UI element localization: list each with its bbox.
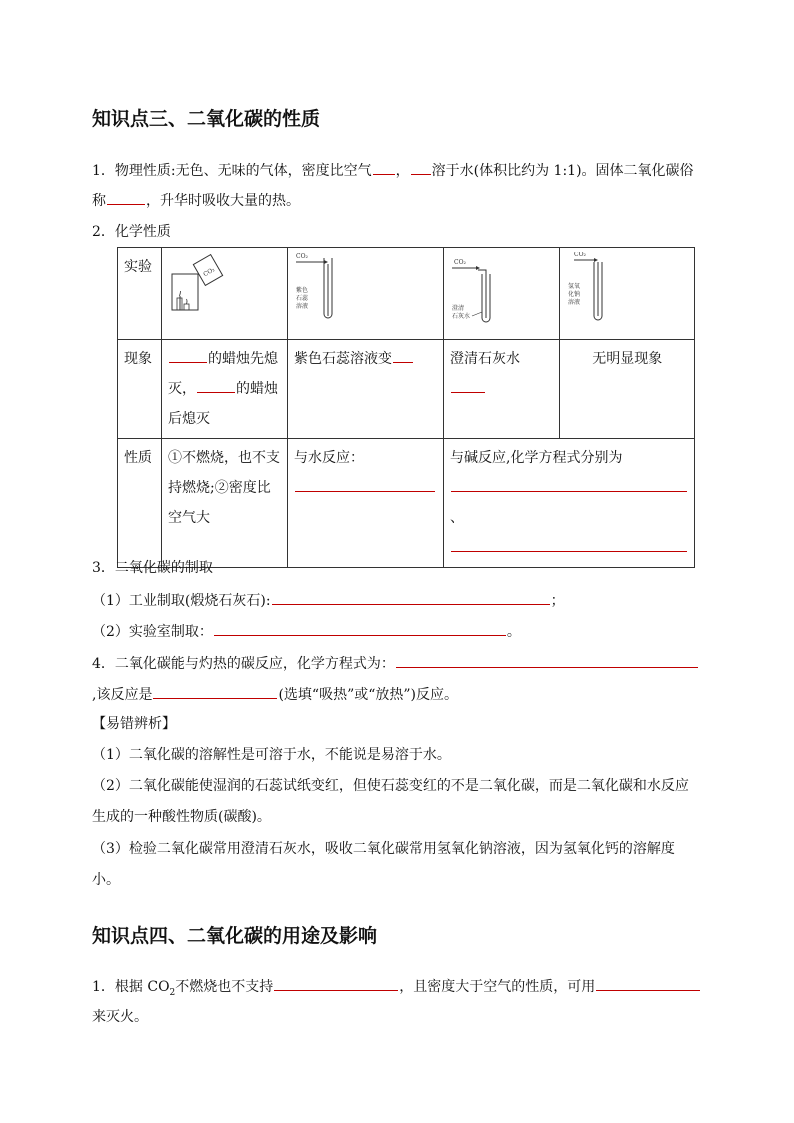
svg-text:CO₂: CO₂ [574,252,587,258]
row-label-experiment: 实验 [118,248,162,340]
property-candles: ①不燃烧，也不支持燃烧;②密度比空气大 [162,439,288,568]
phenomenon-candles: 的蜡烛先熄 灭， 的蜡烛 后熄灭 [162,340,288,439]
co2-label: CO₂ [296,253,308,260]
blank-carbon-equation[interactable] [396,653,698,668]
limewater-tube-apparatus [444,248,560,340]
tip-1: （1）二氧化碳的溶解性是可溶于水，不能说是易溶于水。 [92,747,451,763]
test-tube-naoh-icon [566,252,626,324]
row-label-property: 性质 [118,439,162,568]
property-base-reaction: 与碱反应,化学方程式分别为 、 [444,439,695,568]
blank-dry-ice-name[interactable] [107,190,145,205]
blank-lab-equation[interactable] [214,621,506,636]
blank-limewater-equation[interactable] [451,477,687,492]
blank-heat-type[interactable] [153,684,277,699]
property-water-reaction: 与水反应： [288,439,444,568]
physical-property-line-1: 1．物理性质:无色、无味的气体，密度比空气 ， 溶于水(体积比约为 1:1)。固体二氧化碳俗 [92,160,694,181]
blank-solubility[interactable] [411,160,431,175]
blank-density[interactable] [373,160,395,175]
blank-combustion[interactable] [274,976,398,991]
blank-litmus-color[interactable] [393,348,413,363]
phenomenon-litmus: 紫色石蕊溶液变 [288,340,444,439]
phenomenon-naoh: 无明显现象 [560,340,695,439]
physical-property-line-2: 称 ，升华时吸收大量的热。 [92,190,300,211]
svg-text:溶液: 溶液 [568,299,581,306]
table-row-phenomenon [118,340,695,439]
svg-text:化钠: 化钠 [568,291,581,298]
tip-2-line-1: （2）二氧化碳能使湿润的石蕊试纸变红，但使石蕊变红的不是二氧化碳，而是二氧化碳和水反应 [92,778,689,794]
svg-text:氢氧: 氢氧 [568,283,581,290]
blank-industrial-equation[interactable] [272,590,550,605]
svg-text:石灰水: 石灰水 [452,313,471,320]
chemical-property-heading: 2．化学性质 [92,224,171,240]
uses-line-1: 1．根据 $CO_2$不燃烧也不支持 ，且密度大于空气的性质，可用 [92,976,701,1003]
tip-3-line-2: 小。 [92,872,120,888]
test-tube-limewater-icon [450,252,510,324]
blank-naoh-equation[interactable] [451,537,687,552]
tips-title: 【易错辨析】 [92,716,176,732]
industrial-preparation: （1）工业制取(煅烧石灰石): ； [92,590,565,611]
preparation-heading: 3．二氧化碳的制取 [92,560,213,576]
test-tube-litmus-icon [294,252,354,324]
lab-preparation: （2）实验室制取： 。 [92,621,521,642]
candle-beaker-icon [168,252,228,318]
carbon-reaction-line-2: ,该反应是 (选填“吸热”或“放热”)反应。 [92,684,458,705]
svg-text:CO₂: CO₂ [454,259,466,266]
svg-text:澄清: 澄清 [452,305,465,312]
experiment-table [117,247,695,568]
svg-text:CO₂: CO₂ [202,266,217,279]
blank-lower-candle[interactable] [169,348,207,363]
phenomenon-limewater: 澄清石灰水 [444,340,560,439]
section-title-4: 知识点四、二氧化碳的用途及影响 [92,925,378,947]
blank-upper-candle[interactable] [197,378,235,393]
uses-line-2: 来灭火。 [92,1009,148,1025]
blank-water-equation[interactable] [295,477,435,492]
litmus-tube-apparatus [288,248,444,340]
svg-text:溶液: 溶液 [296,303,309,310]
tip-2-line-2: 生成的一种酸性物质(碳酸)。 [92,809,271,825]
tip-3-line-1: （3）检验二氧化碳常用澄清石灰水，吸收二氧化碳常用氢氧化钠溶液，因为氢氧化钙的溶解度 [92,841,675,857]
section-title-3: 知识点三、二氧化碳的性质 [92,108,321,130]
blank-use[interactable] [596,976,700,991]
svg-text:紫色: 紫色 [296,287,309,294]
table-row-property [118,439,695,568]
naoh-tube-apparatus [560,248,695,340]
blank-limewater-change[interactable] [451,378,485,393]
svg-text:石蕊: 石蕊 [296,295,309,302]
candle-beaker-apparatus [162,248,288,340]
table-row-experiment [118,248,695,340]
row-label-phenomenon: 现象 [118,340,162,439]
carbon-reaction-line-1: 4．二氧化碳能与灼热的碳反应，化学方程式为： [92,653,699,674]
